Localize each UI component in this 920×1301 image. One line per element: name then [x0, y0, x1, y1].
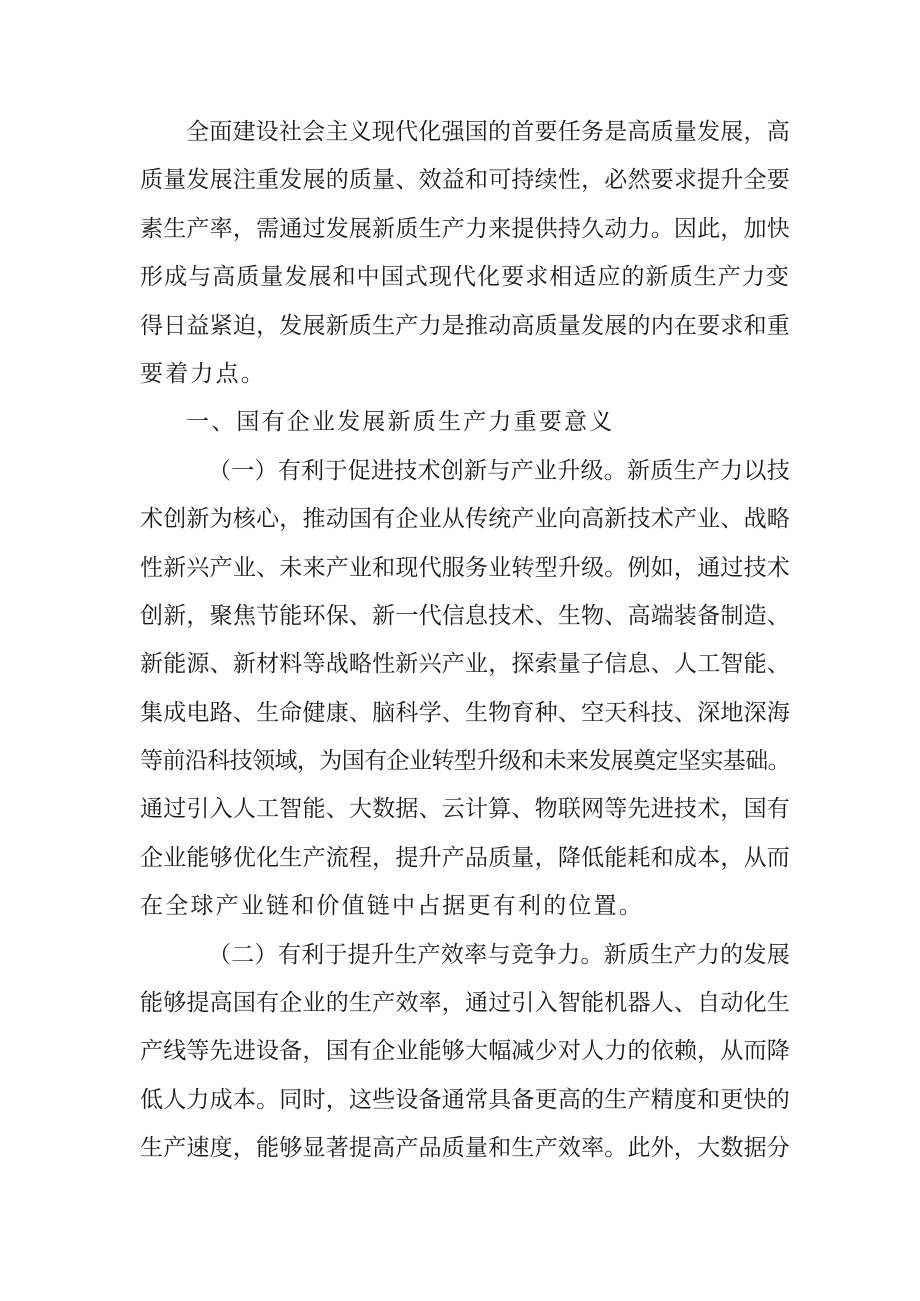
- text-line: （二）有利于提升生产效率与竞争力。新质生产力的发展: [208, 941, 790, 968]
- text-line: 新能源、新材料等战略性新兴产业，探索量子信息、人工智能、: [140, 651, 790, 678]
- document-body: [140, 108, 790, 1173]
- text-line: 集成电路、生命健康、脑科学、生物育种、空天科技、深地深海: [140, 699, 790, 726]
- text-line: 生产速度，能够显著提高产品质量和生产效率。此外，大数据分: [140, 1135, 790, 1162]
- text-line: 产线等先进设备，国有企业能够大幅减少对人力的依赖，从而降: [140, 1038, 790, 1065]
- text-line: 能够提高国有企业的生产效率，通过引入智能机器人、自动化生: [140, 990, 790, 1017]
- text-line: 等前沿科技领域，为国有企业转型升级和未来发展奠定坚实基础。: [140, 748, 790, 775]
- text-line: 通过引入人工智能、大数据、云计算、物联网等先进技术，国有: [140, 796, 790, 823]
- text-line: 在全球产业链和价值链中占据更有利的位置。: [140, 893, 644, 920]
- text-line: 术创新为核心，推动国有企业从传统产业向高新技术产业、战略: [140, 506, 790, 533]
- text-line: 低人力成本。同时，这些设备通常具备更高的生产精度和更快的: [140, 1086, 790, 1113]
- text-line: 形成与高质量发展和中国式现代化要求相适应的新质生产力变: [140, 264, 790, 291]
- text-line: 性新兴产业、未来产业和现代服务业转型升级。例如，通过技术: [140, 554, 790, 581]
- text-line: 全面建设社会主义现代化强国的首要任务是高质量发展，高: [186, 119, 790, 145]
- text-line: 得日益紧迫，发展新质生产力是推动高质量发展的内在要求和重: [140, 312, 790, 339]
- text-line: 质量发展注重发展的质量、效益和可持续性，必然要求提升全要: [140, 167, 790, 194]
- text-line: （一）有利于促进技术创新与产业升级。新质生产力以技: [208, 457, 790, 484]
- text-line: 创新，聚焦节能环保、新一代信息技术、生物、高端装备制造、: [140, 602, 790, 629]
- text-line: 要着力点。: [140, 360, 266, 387]
- text-line: 素生产率，需通过发展新质生产力来提供持久动力。因此，加快: [140, 215, 790, 242]
- text-line: 一、国有企业发展新质生产力重要意义: [186, 409, 615, 436]
- text-line: 企业能够优化生产流程，提升产品质量，降低能耗和成本，从而: [140, 844, 790, 871]
